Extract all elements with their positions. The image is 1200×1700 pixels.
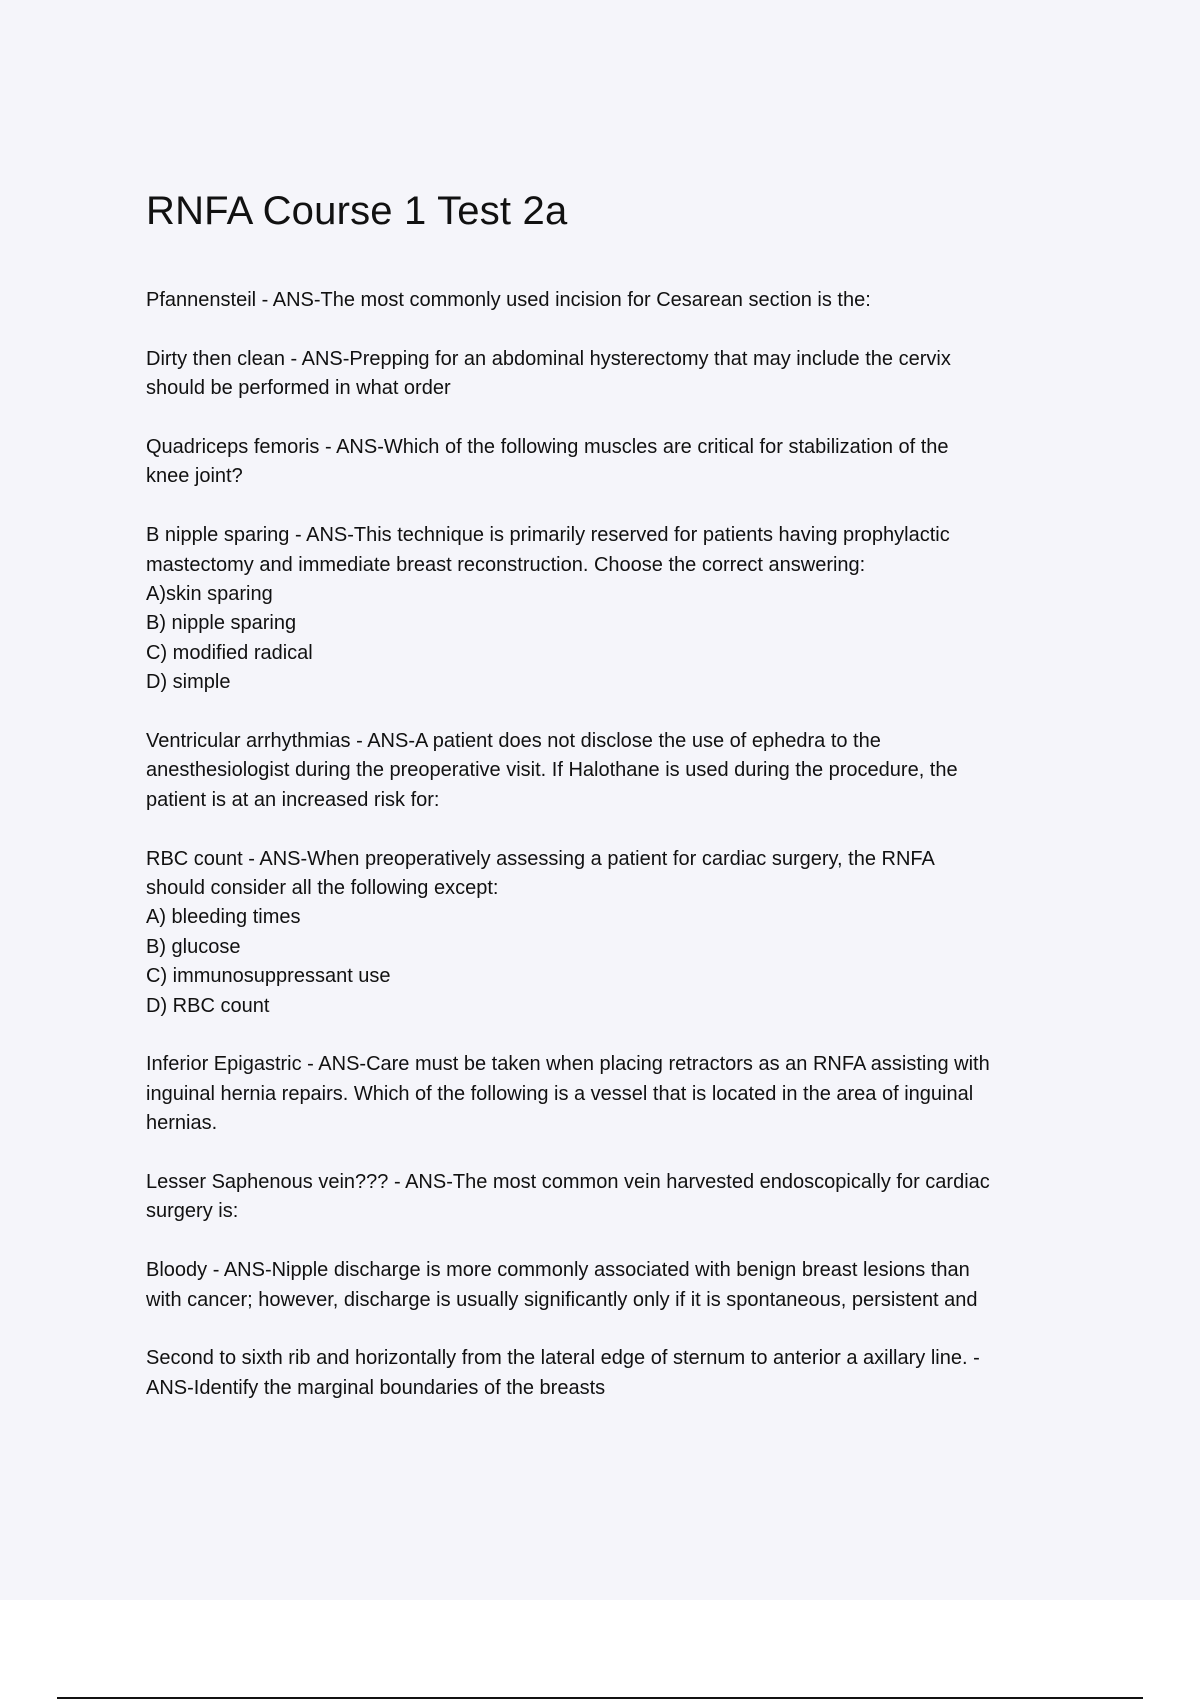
qa-line: C) modified radical (146, 641, 313, 664)
page-title: RNFA Course 1 Test 2a (146, 189, 568, 233)
qa-line: D) simple (146, 671, 231, 694)
qa-line: should be performed in what order (146, 377, 451, 400)
qa-item (146, 845, 1086, 1021)
qa-line: Lesser Saphenous vein??? - ANS-The most common vein harvested endoscopically for cardiac (146, 1171, 990, 1194)
qa-line: Pfannensteil - ANS-The most commonly used incision for Cesarean section is the: (146, 289, 871, 311)
qa-line: with cancer; however, discharge is usually significantly only if it is spontaneous, persistent and (146, 1288, 978, 1311)
qa-item (146, 1344, 1086, 1403)
qa-line: hernias. (146, 1112, 218, 1135)
qa-line: B) glucose (146, 935, 241, 958)
qa-line: Second to sixth rib and horizontally from the lateral edge of sternum to anterior a axillary line. - (146, 1347, 980, 1370)
qa-line: knee joint? (146, 465, 243, 488)
qa-line: ANS-Identify the marginal boundaries of the breasts (146, 1376, 606, 1399)
qa-line: should consider all the following except: (146, 877, 499, 900)
qa-line: Quadriceps femoris - ANS-Which of the following muscles are critical for stabilization of the (146, 436, 949, 458)
qa-line: Ventricular arrhythmias - ANS-A patient does not disclose the use of ephedra to the (146, 730, 881, 753)
qa-item (146, 433, 1086, 492)
qa-line: patient is at an increased risk for: (146, 788, 440, 811)
qa-list (146, 286, 1086, 1403)
qa-item (146, 1168, 1086, 1227)
qa-line: inguinal hernia repairs. Which of the following is a vessel that is located in the area of inguinal (146, 1082, 974, 1105)
qa-item (146, 345, 1086, 404)
qa-item (146, 727, 1086, 815)
qa-item (146, 521, 1086, 697)
qa-line: D) RBC count (146, 994, 270, 1017)
qa-item (146, 286, 1086, 315)
qa-line: Dirty then clean - ANS-Prepping for an abdominal hysterectomy that may include the cervix (146, 347, 951, 370)
document-content (146, 186, 1086, 1433)
qa-line: B nipple sparing - ANS-This technique is primarily reserved for patients having prophylactic (146, 524, 950, 547)
footer-divider (57, 1697, 1143, 1699)
qa-item (146, 1050, 1086, 1138)
qa-line: A) bleeding times (146, 906, 301, 929)
qa-line: A)skin sparing (146, 583, 273, 606)
qa-line: RBC count - ANS-When preoperatively assessing a patient for cardiac surgery, the RNFA (146, 847, 935, 870)
qa-line: Bloody - ANS-Nipple discharge is more commonly associated with benign breast lesions than (146, 1259, 970, 1282)
qa-line: B) nipple sparing (146, 612, 297, 635)
qa-line: C) immunosuppressant use (146, 965, 391, 988)
qa-item (146, 1256, 1086, 1315)
qa-line: anesthesiologist during the preoperative visit. If Halothane is used during the procedure, the (146, 759, 958, 782)
qa-line: surgery is: (146, 1200, 239, 1223)
qa-line: Inferior Epigastric - ANS-Care must be taken when placing retractors as an RNFA assisting with (146, 1053, 990, 1076)
qa-line: mastectomy and immediate breast reconstruction. Choose the correct answering: (146, 553, 866, 576)
